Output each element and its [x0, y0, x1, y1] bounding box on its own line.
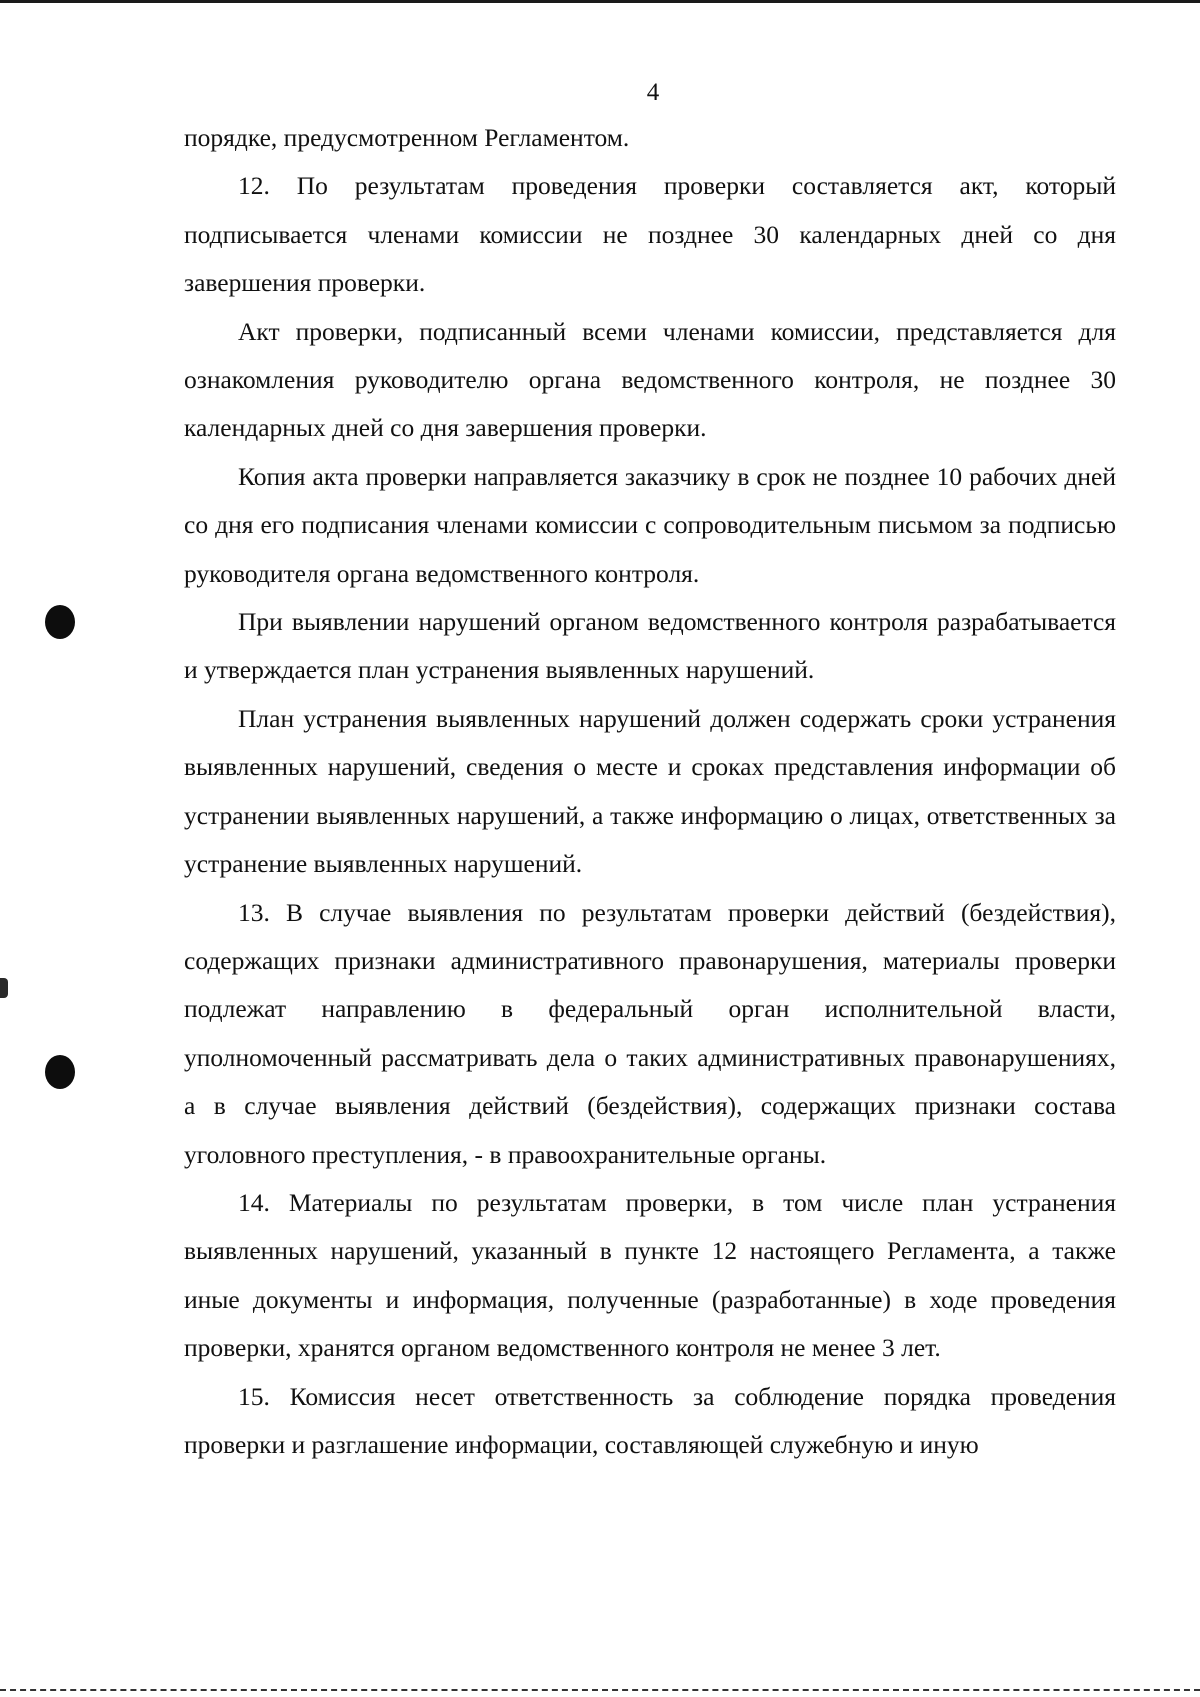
paragraph-item-14: 14. Материалы по результатам проверки, в том числе план устранения выявленных нарушений, указанный в пункте 12 настоящего Регламента, а также иные документы и информация, полученные (разработанные) в ходе проведения проверки, хранятся органом ведомственного контроля не менее 3 лет. [184, 1187, 1116, 1363]
document-body [184, 114, 1116, 1469]
paragraph-item-15: 15. Комиссия несет ответственность за соблюдение порядка проведения проверки и разглашение информации, составляющей служебную и иную [184, 1381, 1116, 1459]
paragraph-continuation: порядке, предусмотренном Регламентом. [184, 123, 630, 152]
paragraph-act-copy: Копия акта проверки направляется заказчику в срок не позднее 10 рабочих дней со дня его подписания членами комиссии с сопроводительным письмом за подписью руководителя органа ведомственного контроля. [184, 461, 1116, 588]
paragraph-plan-content: План устранения выявленных нарушений должен содержать сроки устранения выявленных нарушений, сведения о месте и сроках представления информации об устранении выявленных нарушений, а также информацию о лицах, ответственных за устранение выявленных нарушений. [184, 703, 1116, 879]
punch-hole-icon [45, 605, 75, 639]
paragraph-act-signed: Акт проверки, подписанный всеми членами комиссии, представляется для ознакомления руководителю органа ведомственного контроля, не позднее 30 календарных дней со дня завершения проверки. [184, 316, 1116, 443]
page-number: 4 [646, 79, 660, 106]
paragraph-item-12: 12. По результатам проведения проверки составляется акт, который подписывается членами комиссии не позднее 30 календарных дней со дня завершения проверки. [184, 171, 1116, 298]
staple-mark-icon [0, 978, 8, 998]
paragraph-item-13: 13. В случае выявления по результатам проверки действий (бездействия), содержащих признаки административного правонарушения, материалы проверки подлежат направлению в федеральный орган исполнительной власти, уполномоченный рассматривать дела о таких административных правонарушениях, а в случае выявления действий (бездействия), содержащих признаки состава уголовного преступления, - в правоохранительные органы. [184, 897, 1116, 1169]
top-edge-line [0, 0, 1200, 3]
bottom-edge-line [0, 1689, 1200, 1691]
punch-hole-icon [45, 1055, 75, 1089]
paragraph-violations-plan: При выявлении нарушений органом ведомственного контроля разрабатывается и утверждается план устранения выявленных нарушений. [184, 607, 1116, 685]
